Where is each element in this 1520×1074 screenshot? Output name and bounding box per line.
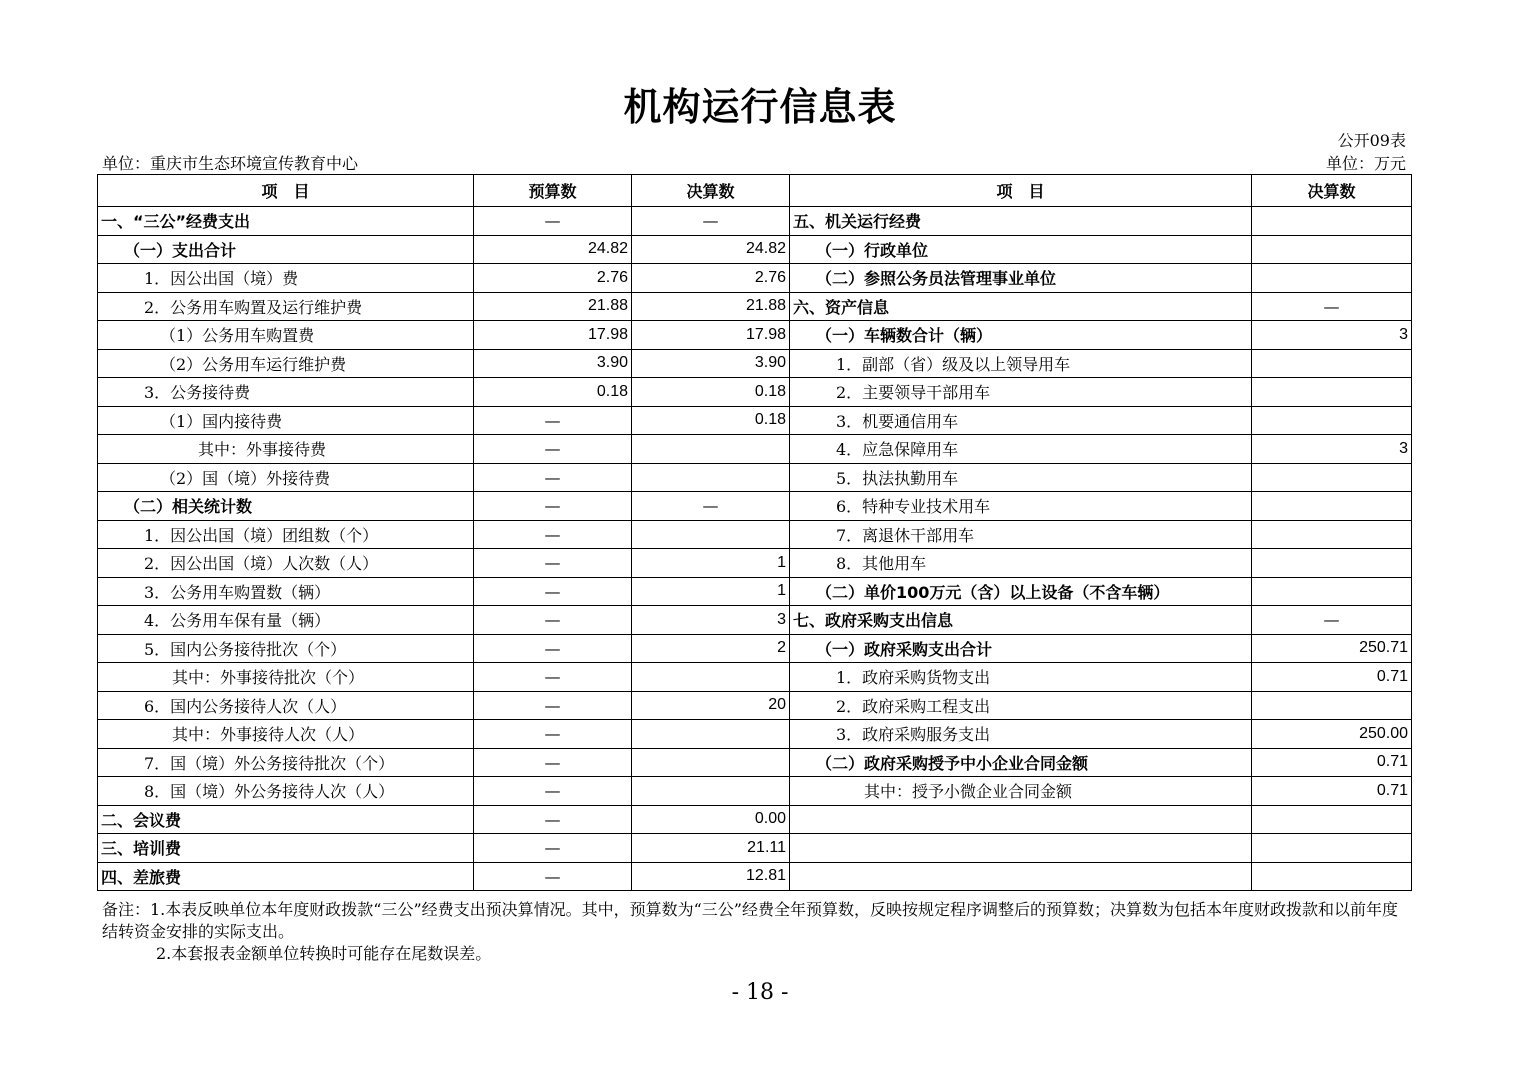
- left-item-label: 3．公务接待费: [98, 378, 474, 407]
- left-final-value: 24.82: [632, 235, 790, 264]
- left-item-label: 一、“三公”经费支出: [98, 207, 474, 236]
- table-row: [98, 577, 1412, 606]
- left-budget-value: —: [474, 805, 632, 834]
- right-item-label: （一）行政单位: [790, 235, 1252, 264]
- note-line-2: 2.本套报表金额单位转换时可能存在尾数误差。: [156, 944, 492, 963]
- table-row: [98, 862, 1412, 891]
- left-budget-value: 3.90: [474, 349, 632, 378]
- right-item-label: 五、机关运行经费: [790, 207, 1252, 236]
- right-item-label: 其中：授予小微企业合同金额: [790, 777, 1252, 806]
- right-item-label: [790, 805, 1252, 834]
- left-budget-value: —: [474, 406, 632, 435]
- left-final-value: [632, 720, 790, 749]
- currency-unit: 单位：万元: [1325, 154, 1406, 173]
- left-budget-value: —: [474, 463, 632, 492]
- table-row: [98, 463, 1412, 492]
- left-budget-value: —: [474, 520, 632, 549]
- right-item-label: （二）参照公务员法管理事业单位: [790, 264, 1252, 293]
- table-row: [98, 520, 1412, 549]
- operation-info-table: [97, 174, 1412, 891]
- right-final-value: [1252, 492, 1412, 521]
- left-budget-value: —: [474, 207, 632, 236]
- left-final-value: 1: [632, 549, 790, 578]
- table-row: [98, 663, 1412, 692]
- left-budget-value: 2.76: [474, 264, 632, 293]
- table-row: [98, 549, 1412, 578]
- right-item-label: 4．应急保障用车: [790, 435, 1252, 464]
- left-final-value: 2: [632, 634, 790, 663]
- right-final-value: [1252, 834, 1412, 863]
- page-number: - 18 -: [731, 980, 789, 1005]
- table-row: [98, 777, 1412, 806]
- right-final-value: [1252, 520, 1412, 549]
- right-item-label: （二）单价100万元（含）以上设备（不含车辆）: [790, 577, 1252, 606]
- left-budget-value: —: [474, 748, 632, 777]
- table-row: [98, 264, 1412, 293]
- left-budget-value: —: [474, 492, 632, 521]
- right-item-label: 3．机要通信用车: [790, 406, 1252, 435]
- right-final-value: [1252, 805, 1412, 834]
- table-row: [98, 321, 1412, 350]
- table-row: [98, 606, 1412, 635]
- table-row: [98, 691, 1412, 720]
- left-item-label: （一）支出合计: [98, 235, 474, 264]
- table-row: [98, 235, 1412, 264]
- left-item-label: 3．公务用车购置数（辆）: [98, 577, 474, 606]
- right-final-value: [1252, 463, 1412, 492]
- right-final-value: —: [1252, 606, 1412, 635]
- table-row: [98, 378, 1412, 407]
- right-item-label: 七、政府采购支出信息: [790, 606, 1252, 635]
- left-item-label: 5．国内公务接待批次（个）: [98, 634, 474, 663]
- table-row: [98, 720, 1412, 749]
- table-row: [98, 435, 1412, 464]
- right-final-value: 0.71: [1252, 663, 1412, 692]
- left-budget-value: —: [474, 634, 632, 663]
- left-budget-value: 21.88: [474, 292, 632, 321]
- right-final-value: [1252, 378, 1412, 407]
- left-item-label: （2）国（境）外接待费: [98, 463, 474, 492]
- left-final-value: 3.90: [632, 349, 790, 378]
- notes: [102, 899, 1402, 965]
- right-item-label: [790, 862, 1252, 891]
- left-final-value: —: [632, 207, 790, 236]
- right-item-label: [790, 834, 1252, 863]
- right-final-value: 0.71: [1252, 777, 1412, 806]
- left-item-label: 1．因公出国（境）团组数（个）: [98, 520, 474, 549]
- left-item-label: （1）国内接待费: [98, 406, 474, 435]
- right-item-label: （二）政府采购授予中小企业合同金额: [790, 748, 1252, 777]
- table-row: [98, 492, 1412, 521]
- table-row: [98, 834, 1412, 863]
- right-item-label: 2．主要领导干部用车: [790, 378, 1252, 407]
- left-item-label: 其中：外事接待批次（个）: [98, 663, 474, 692]
- table-row: [98, 634, 1412, 663]
- left-final-value: [632, 435, 790, 464]
- left-item-label: （1）公务用车购置费: [98, 321, 474, 350]
- left-final-value: —: [632, 492, 790, 521]
- right-final-value: [1252, 235, 1412, 264]
- left-item-label: 7．国（境）外公务接待批次（个）: [98, 748, 474, 777]
- table-row: [98, 349, 1412, 378]
- left-final-value: 17.98: [632, 321, 790, 350]
- left-item-label: （二）相关统计数: [98, 492, 474, 521]
- left-final-value: [632, 520, 790, 549]
- left-budget-value: —: [474, 663, 632, 692]
- right-final-value: [1252, 691, 1412, 720]
- right-final-value: 3: [1252, 321, 1412, 350]
- left-budget-value: —: [474, 435, 632, 464]
- right-final-value: [1252, 264, 1412, 293]
- left-final-value: 0.18: [632, 378, 790, 407]
- right-final-value: [1252, 577, 1412, 606]
- right-final-value: 3: [1252, 435, 1412, 464]
- left-budget-value: —: [474, 606, 632, 635]
- left-budget-value: —: [474, 834, 632, 863]
- header-final-right: 决算数: [1252, 175, 1412, 207]
- right-final-value: [1252, 862, 1412, 891]
- left-budget-value: —: [474, 862, 632, 891]
- right-final-value: [1252, 207, 1412, 236]
- right-item-label: 2．政府采购工程支出: [790, 691, 1252, 720]
- right-final-value: [1252, 549, 1412, 578]
- left-final-value: [632, 748, 790, 777]
- left-item-label: 三、培训费: [98, 834, 474, 863]
- left-final-value: 2.76: [632, 264, 790, 293]
- right-final-value: [1252, 349, 1412, 378]
- left-budget-value: 17.98: [474, 321, 632, 350]
- reporting-unit: 单位：重庆市生态环境宣传教育中心: [102, 154, 359, 173]
- left-budget-value: —: [474, 577, 632, 606]
- left-final-value: 0.18: [632, 406, 790, 435]
- left-final-value: 21.88: [632, 292, 790, 321]
- left-final-value: [632, 463, 790, 492]
- table-row: [98, 805, 1412, 834]
- note-line-1: 备注：1.本表反映单位本年度财政拨款“三公”经费支出预决算情况。其中，预算数为“三公”经费全年预算数，反映按规定程序调整后的预算数；决算数为包括本年度财政拨款和以前年度结转资金安排的实际支出。: [102, 900, 1398, 941]
- left-budget-value: —: [474, 691, 632, 720]
- right-item-label: 3．政府采购服务支出: [790, 720, 1252, 749]
- left-item-label: 其中：外事接待费: [98, 435, 474, 464]
- table-header-row: [98, 175, 1412, 207]
- table-row: [98, 292, 1412, 321]
- header-final: 决算数: [632, 175, 790, 207]
- right-final-value: 0.71: [1252, 748, 1412, 777]
- left-final-value: 3: [632, 606, 790, 635]
- left-budget-value: 0.18: [474, 378, 632, 407]
- table-row: [98, 406, 1412, 435]
- left-budget-value: 24.82: [474, 235, 632, 264]
- right-final-value: —: [1252, 292, 1412, 321]
- right-final-value: [1252, 406, 1412, 435]
- left-budget-value: —: [474, 720, 632, 749]
- right-item-label: 5．执法执勤用车: [790, 463, 1252, 492]
- left-item-label: 1．因公出国（境）费: [98, 264, 474, 293]
- right-item-label: 8．其他用车: [790, 549, 1252, 578]
- left-final-value: 0.00: [632, 805, 790, 834]
- left-item-label: 6．国内公务接待人次（人）: [98, 691, 474, 720]
- table-row: [98, 207, 1412, 236]
- page-title: 机构运行信息表: [623, 85, 897, 129]
- left-item-label: 2．公务用车购置及运行维护费: [98, 292, 474, 321]
- right-item-label: （一）车辆数合计（辆）: [790, 321, 1252, 350]
- left-final-value: [632, 777, 790, 806]
- left-budget-value: —: [474, 777, 632, 806]
- left-budget-value: —: [474, 549, 632, 578]
- table-row: [98, 748, 1412, 777]
- right-item-label: 1．政府采购货物支出: [790, 663, 1252, 692]
- form-number: 公开09表: [1337, 131, 1406, 150]
- right-item-label: （一）政府采购支出合计: [790, 634, 1252, 663]
- left-final-value: 12.81: [632, 862, 790, 891]
- left-final-value: 1: [632, 577, 790, 606]
- header-item: 项 目: [98, 175, 474, 207]
- left-item-label: 8．国（境）外公务接待人次（人）: [98, 777, 474, 806]
- left-item-label: 四、差旅费: [98, 862, 474, 891]
- left-final-value: [632, 663, 790, 692]
- header-item-right: 项 目: [790, 175, 1252, 207]
- left-item-label: 4．公务用车保有量（辆）: [98, 606, 474, 635]
- left-final-value: 21.11: [632, 834, 790, 863]
- left-item-label: 二、会议费: [98, 805, 474, 834]
- left-item-label: 2．因公出国（境）人次数（人）: [98, 549, 474, 578]
- left-item-label: （2）公务用车运行维护费: [98, 349, 474, 378]
- right-item-label: 1．副部（省）级及以上领导用车: [790, 349, 1252, 378]
- right-final-value: 250.00: [1252, 720, 1412, 749]
- left-final-value: 20: [632, 691, 790, 720]
- left-item-label: 其中：外事接待人次（人）: [98, 720, 474, 749]
- right-item-label: 7．离退休干部用车: [790, 520, 1252, 549]
- header-budget: 预算数: [474, 175, 632, 207]
- right-item-label: 六、资产信息: [790, 292, 1252, 321]
- right-item-label: 6．特种专业技术用车: [790, 492, 1252, 521]
- right-final-value: 250.71: [1252, 634, 1412, 663]
